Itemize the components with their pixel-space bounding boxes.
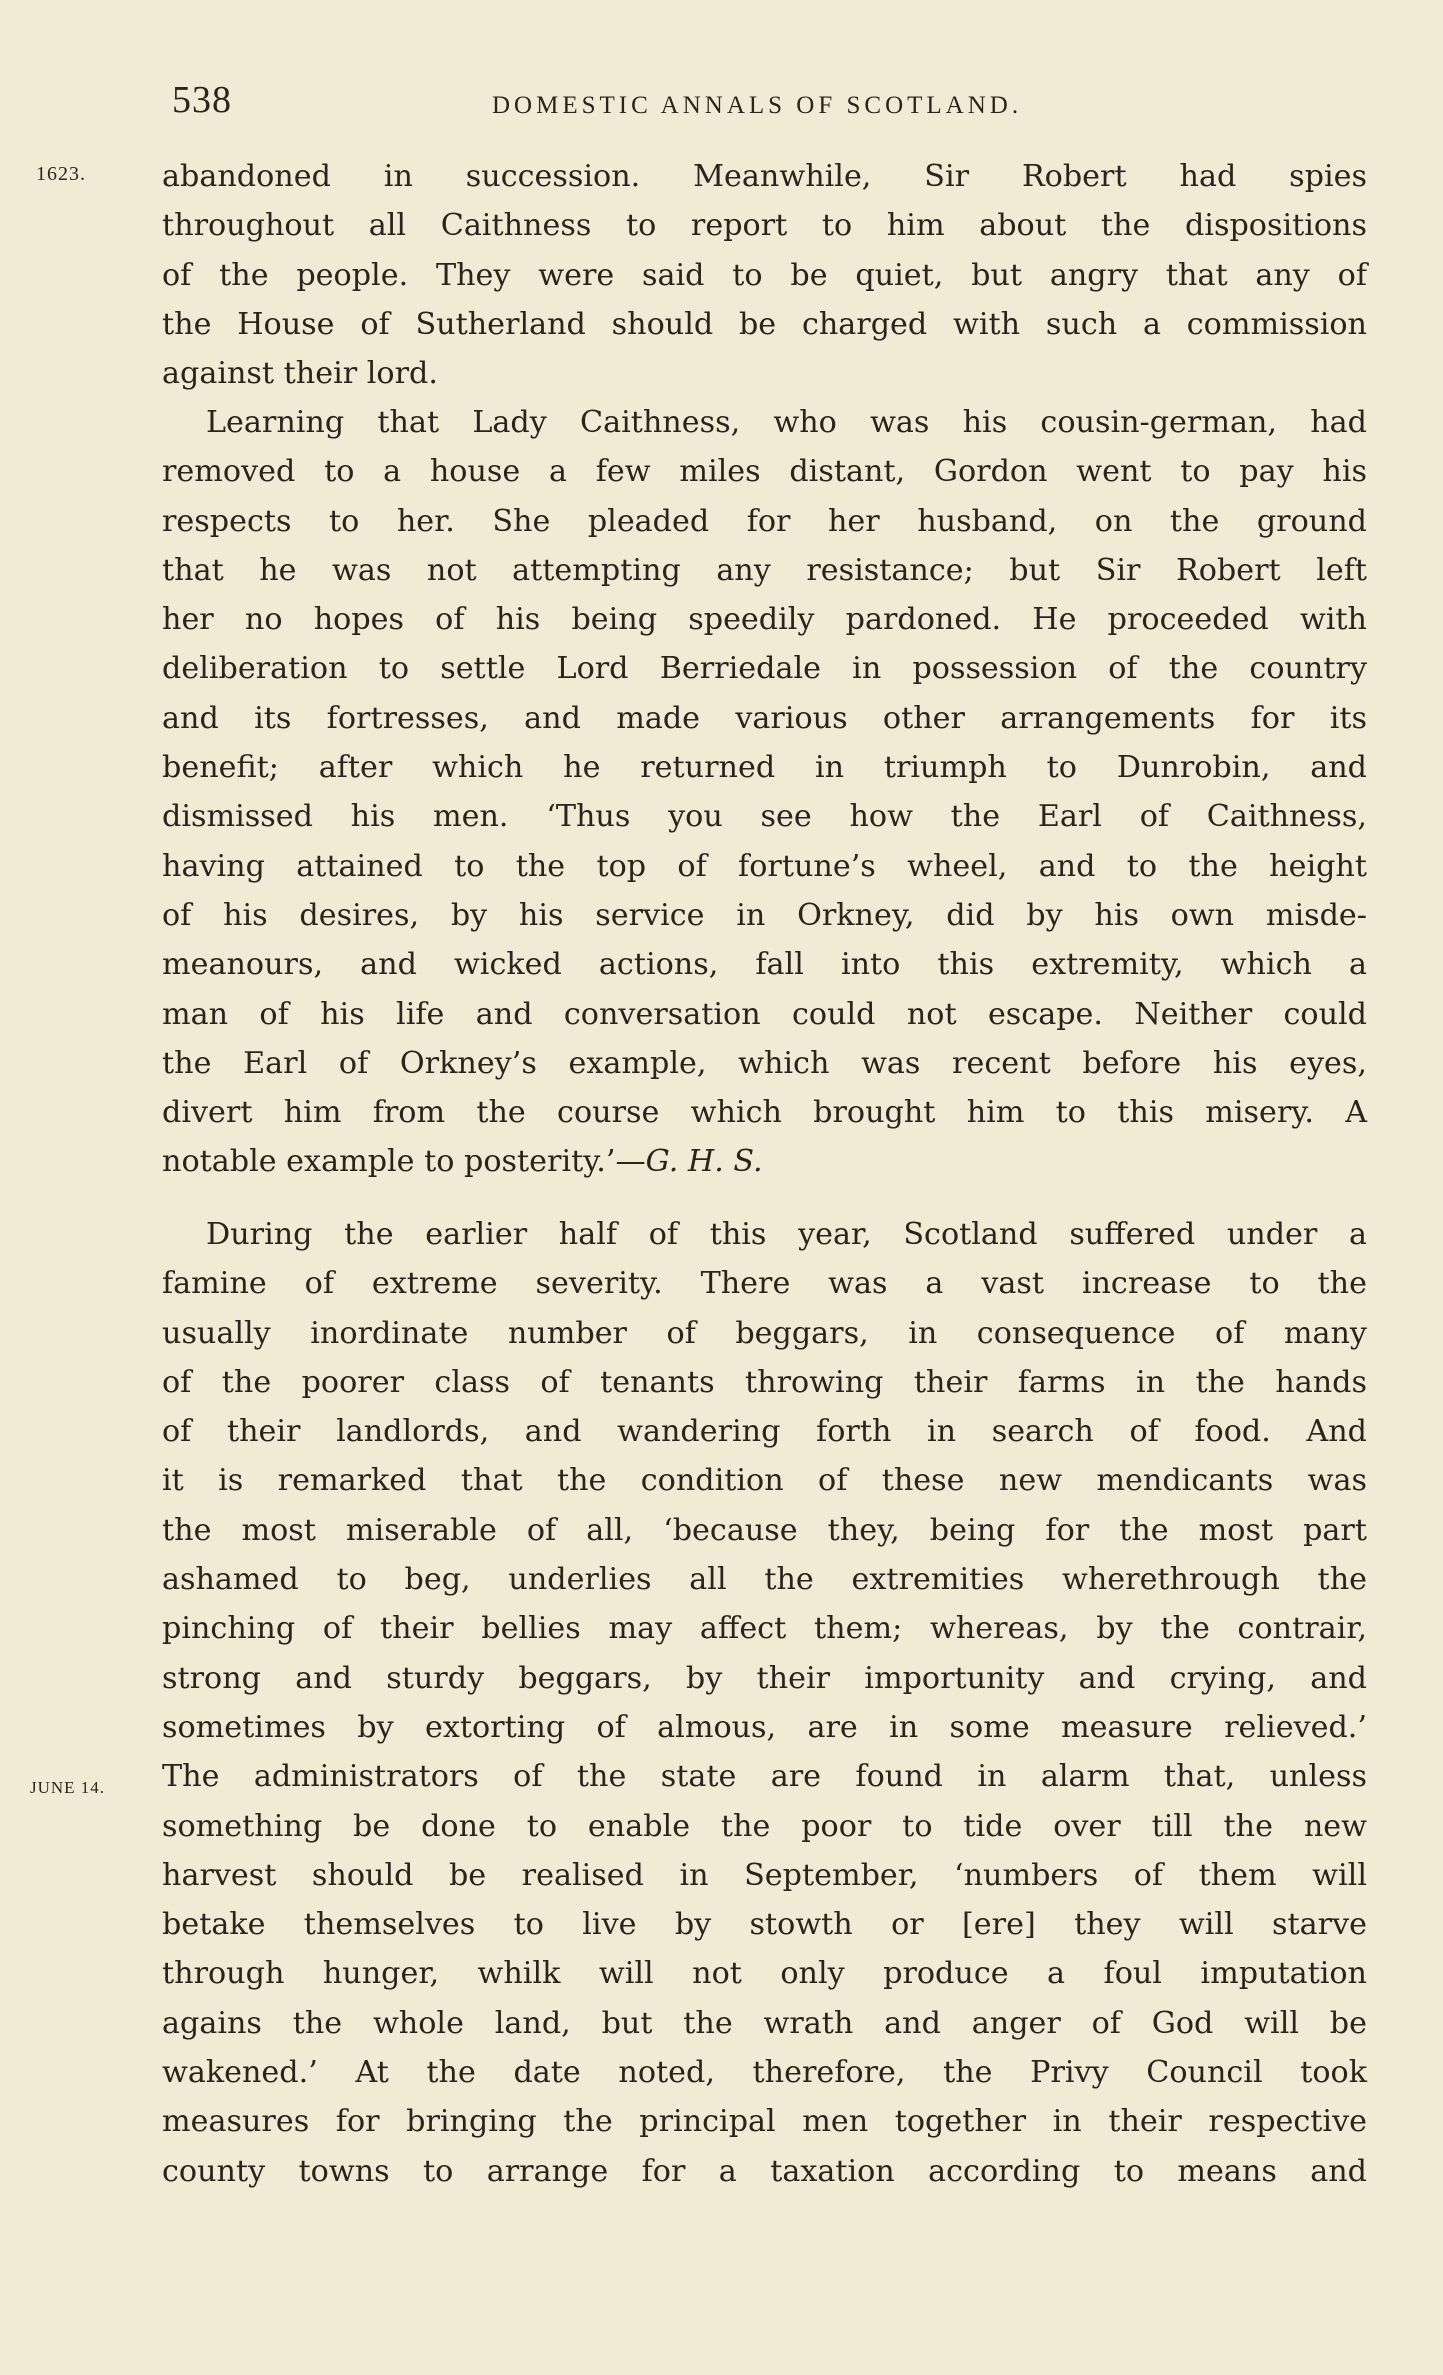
margin-note-date: JUNE 14. xyxy=(30,1778,106,1797)
paragraph-2 xyxy=(162,398,1367,1187)
page-number: 538 xyxy=(172,79,232,121)
text-line: the Earl of Orkney’s example, which was recent before his eyes, xyxy=(162,1045,1367,1081)
text-line: famine of extreme severity. There was a vast increase to the xyxy=(162,1266,1367,1302)
text-line: pinching of their bellies may affect them; whereas, by the contrair, xyxy=(162,1611,1367,1647)
text-line: man of his life and conversation could not escape. Neither could xyxy=(162,996,1367,1032)
margin-note-year: 1623. xyxy=(36,163,86,185)
text-line: harvest should be realised in September, ‘numbers of them will xyxy=(162,1857,1367,1893)
text-line: ashamed to beg, underlies all the extremities wherethrough the xyxy=(162,1562,1367,1598)
text-line: it is remarked that the condition of these new mendicants was xyxy=(162,1463,1367,1499)
text-line: strong and sturdy beggars, by their importunity and crying, and xyxy=(162,1660,1367,1696)
text-line: deliberation to settle Lord Berriedale in possession of the country xyxy=(162,651,1367,687)
paragraph-1 xyxy=(162,152,1367,398)
paragraph-3 xyxy=(162,1210,1367,2196)
text-line: of their landlords, and wandering forth in search of food. And xyxy=(162,1414,1367,1450)
text-line: throughout all Caithness to report to him about the dispositions xyxy=(162,208,1367,244)
text-line: her no hopes of his being speedily pardoned. He proceeded with xyxy=(162,602,1367,638)
running-head xyxy=(172,72,1362,128)
text-line: Learning that Lady Caithness, who was his cousin-german, had xyxy=(206,405,1367,440)
attribution: G. H. S. xyxy=(645,1144,763,1180)
text-line: abandoned in succession. Meanwhile, Sir Robert had spies xyxy=(162,159,1367,194)
text-line: The administrators of the state are found in alarm that, unless xyxy=(162,1759,1367,1795)
text-line: measures for bringing the principal men together in their respective xyxy=(162,2104,1367,2140)
text-line: county towns to arrange for a taxation according to means and xyxy=(162,2153,1367,2189)
text-line: agains the whole land, but the wrath and anger of God will be xyxy=(162,2005,1367,2041)
text-line: something be done to enable the poor to tide over till the new xyxy=(162,1808,1367,1844)
text-line: wakened.’ At the date noted, therefore, the Privy Council took xyxy=(162,2055,1367,2091)
text-line: the most miserable of all, ‘because they, being for the most part xyxy=(162,1512,1367,1548)
text-line: of the poorer class of tenants throwing their farms in the hands xyxy=(162,1364,1367,1400)
text-line: divert him from the course which brought him to this misery. A xyxy=(162,1095,1367,1131)
text-line-final xyxy=(162,1137,1367,1186)
text-line: sometimes by extorting of almous, are in some measure relieved.’ xyxy=(162,1709,1367,1745)
quote-close: notable example to posterity.’— xyxy=(162,1144,646,1180)
text-line: betake themselves to live by stowth or [ere] they will starve xyxy=(162,1907,1367,1943)
text-line: During the earlier half of this year, Scotland suffered under a xyxy=(206,1217,1367,1252)
text-line: benefit; after which he returned in triumph to Dunrobin, and xyxy=(162,750,1367,786)
text-line: removed to a house a few miles distant, Gordon went to pay his xyxy=(162,454,1367,490)
text-line: having attained to the top of fortune’s wheel, and to the height xyxy=(162,848,1367,884)
text-line: of his desires, by his service in Orkney, did by his own misde- xyxy=(162,897,1367,933)
text-line: respects to her. She pleaded for her husband, on the ground xyxy=(162,503,1367,539)
text-line: that he was not attempting any resistance; but Sir Robert left xyxy=(162,552,1367,588)
text-line: dismissed his men. ‘Thus you see how the Earl of Caithness, xyxy=(162,799,1367,835)
text-line: meanours, and wicked actions, fall into this extremity, which a xyxy=(162,947,1367,983)
running-title: DOMESTIC ANNALS OF SCOTLAND. xyxy=(492,92,1023,119)
text-line: and its fortresses, and made various other arrangements for its xyxy=(162,700,1367,736)
text-line: through hunger, whilk will not only produce a foul imputation xyxy=(162,1956,1367,1992)
text-line: the House of Sutherland should be charged with such a commission xyxy=(162,306,1367,342)
text-line: usually inordinate number of beggars, in consequence of many xyxy=(162,1315,1367,1351)
text-line: of the people. They were said to be quiet, but angry that any of xyxy=(162,257,1367,293)
text-line: against their lord. xyxy=(162,356,438,392)
